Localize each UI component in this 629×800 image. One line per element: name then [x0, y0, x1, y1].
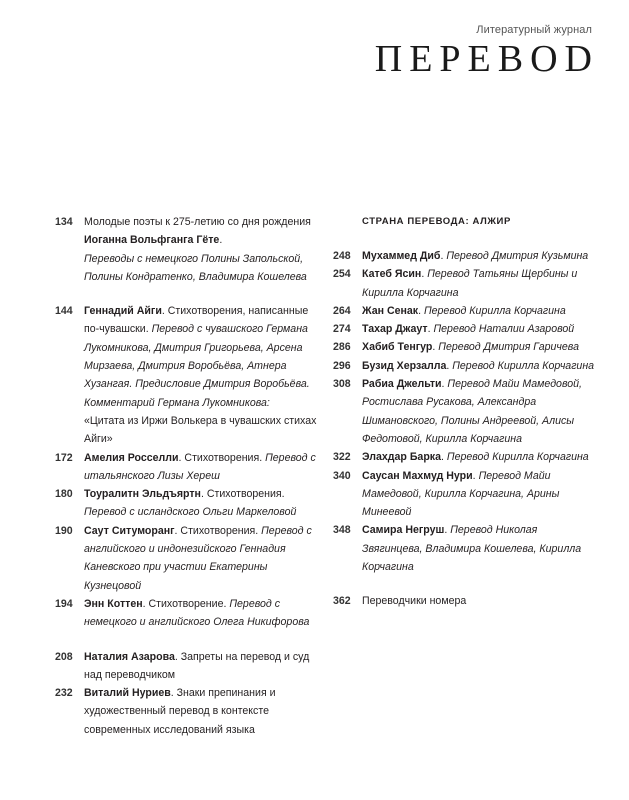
journal-subtitle: Литературный журнал [476, 24, 592, 36]
entry-text [84, 595, 325, 632]
toc-entry[interactable] [333, 247, 595, 265]
author-name: Хабиб Тенгур [362, 341, 433, 354]
toc-entry[interactable] [333, 265, 595, 302]
entry-title: . [418, 304, 424, 317]
toc-entry[interactable] [55, 302, 325, 448]
entry-title: . Стихотворения. [174, 524, 262, 537]
translator-credits: Перевод с исландского Ольги Маркеловой [84, 506, 297, 519]
translator-credits: Перевод с английского и индонезийского Геннадия Каневского при участии Екатерины Кузнецовой [84, 524, 312, 592]
section-heading: СТРАНА ПЕРЕВОДА: АЛЖИР [362, 216, 511, 227]
entry-text [362, 357, 595, 375]
page-number: 322 [333, 451, 351, 464]
toc-entry[interactable] [55, 522, 325, 595]
translator-credits: Переводы с немецкого Полины Запольской, Полины Кондратенко, Владимира Кошелева [84, 252, 307, 283]
entry-text [362, 592, 595, 610]
entry-text [84, 449, 325, 486]
entry-text [84, 213, 325, 286]
page-number: 232 [55, 687, 73, 700]
commentary-title: «Цитата из Иржи Волькера в чувашских стихах Айги» [84, 414, 317, 446]
author-name: Саут Ситуморанг [84, 524, 175, 537]
translator-credits: Перевод Дмитрия Гаричева [438, 341, 579, 354]
page-number: 296 [333, 359, 351, 372]
page-number: 264 [333, 304, 351, 317]
entry-text [362, 521, 595, 576]
spacer [55, 632, 325, 648]
entry-text [362, 375, 595, 448]
entry-title: . [432, 341, 439, 354]
translator-credits: Перевод Татьяны Щербины и Кирилла Корчагина [362, 268, 578, 299]
entry-title: . [472, 469, 479, 482]
page-number: 308 [333, 378, 351, 391]
toc-entry[interactable] [55, 449, 325, 486]
toc-left-column [55, 213, 325, 739]
page-number: 194 [55, 597, 73, 610]
author-name: Бузид Херзалла [362, 359, 447, 372]
page-number: 190 [55, 524, 73, 537]
entry-title: . Запреты на перевод и суд над переводчиком [84, 650, 310, 681]
translator-credits: Перевод с чувашского Германа Лукомникова, Дмитрия Григорьева, Арсена Мирзаева, Дмитрия Воробьёва, Атнера Хузангая. Предисловие Дмитрия Воробьёва. Комментарий Германа Лукомникова: [84, 323, 310, 409]
page-number: 286 [333, 341, 351, 354]
entry-text [84, 522, 325, 595]
author-name: Тахар Джаут [362, 323, 428, 336]
spacer [333, 576, 595, 592]
entry-title: Переводчики номера [362, 595, 467, 608]
entry-text [362, 320, 595, 338]
translator-credits: Перевод Кирилла Корчагина [423, 304, 566, 317]
entry-text [84, 648, 325, 685]
entry-text [362, 265, 595, 302]
toc-entry[interactable] [55, 213, 325, 286]
translator-credits: Перевод Кирилла Корчагина [446, 451, 589, 464]
entry-title: . [441, 378, 448, 391]
entry-title: Молодые поэты к 275-летию со дня рождения [84, 216, 311, 228]
page-number: 144 [55, 305, 73, 318]
translator-credits: Перевод Наталии Азаровой [433, 323, 575, 336]
entry-title: . Стихотворения. [178, 451, 266, 464]
page-number: 274 [333, 323, 351, 336]
entry-title: . [421, 268, 428, 281]
entry-title: . [427, 323, 434, 336]
entry-text [84, 684, 325, 739]
toc-entry[interactable] [55, 485, 325, 522]
translator-credits: Перевод Майи Мамедовой, Ростислава Русакова, Александра Шимановского, Полины Андреевой, Алисы Федотовой, Кирилла Корчагина [362, 378, 582, 445]
toc-entry[interactable] [333, 592, 595, 610]
author-name: Мухаммед Диб [362, 250, 441, 262]
entry-title: . Стихотворение. [142, 597, 230, 610]
author-name: Энн Коттен [84, 597, 143, 610]
entry-title: . Стихотворения. [200, 488, 285, 501]
entry-title: . Стихотворения, написанные по-чувашски. [84, 305, 309, 336]
author-name: Катеб Ясин [362, 268, 422, 281]
author-name: Рабиа Джельти [362, 378, 442, 391]
entry-title: . [446, 359, 453, 372]
page-number: 172 [55, 451, 73, 464]
journal-title: ПЕРЕВОD [374, 38, 599, 80]
author-name: Элахдар Барка [362, 451, 441, 464]
toc-entry[interactable] [333, 375, 595, 448]
entry-text [362, 247, 595, 265]
author-name: Тоуралитн Эльдъяртн [84, 488, 201, 501]
toc-entry[interactable] [55, 595, 325, 632]
page-number: 348 [333, 524, 351, 537]
translator-credits: Перевод Николая Звягинцева, Владимира Кошелева, Кирилла Корчагина [362, 524, 582, 574]
toc-entry[interactable] [333, 448, 595, 466]
translator-credits: Перевод Дмитрия Кузьмина [446, 250, 589, 262]
author-name: Виталий Нуриев [84, 687, 171, 700]
author-name: Амелия Росселли [84, 451, 179, 464]
toc-entry[interactable] [333, 467, 595, 522]
entry-title: . [444, 524, 451, 537]
entry-title: . [441, 451, 447, 464]
page-number: 340 [333, 469, 351, 482]
translator-credits-cont: с немецкого и английского Олега Никифорова [84, 597, 310, 629]
toc-entry[interactable] [55, 684, 325, 739]
page-number: 134 [55, 216, 73, 228]
translator-credits: Перевод Майи Мамедовой, Кирилла Корчагина, Арины Минеевой [362, 469, 560, 519]
translator-credits: Перевод [229, 597, 272, 610]
author-name: Саусан Махмуд Нури [362, 469, 473, 482]
page-number: 248 [333, 250, 351, 262]
entry-text [362, 302, 595, 320]
translator-credits: Перевод с итальянского Лизы Хереш [84, 451, 316, 482]
toc-entry[interactable] [333, 320, 595, 338]
entry-title: . Знаки препинания и художественный перевод в контексте современных исследований языка [84, 687, 276, 736]
author-name: Наталия Азарова [84, 650, 175, 663]
page-number: 362 [333, 595, 351, 608]
entry-text [84, 485, 325, 522]
honoree-name: Иоганна Вольфганга Гёте [84, 234, 220, 247]
author-name: Геннадий Айги [84, 305, 162, 318]
entry-title: . [440, 250, 447, 262]
toc-entry[interactable] [333, 521, 595, 576]
toc-entry[interactable] [55, 648, 325, 685]
entry-text [362, 338, 595, 356]
spacer [55, 286, 325, 302]
toc-entry[interactable] [333, 357, 595, 375]
toc-entry[interactable] [333, 338, 595, 356]
toc-entry[interactable] [333, 302, 595, 320]
page-number: 208 [55, 650, 73, 663]
entry-title-tail: . [219, 234, 223, 247]
page-number: 180 [55, 488, 73, 501]
entry-text [362, 448, 595, 466]
toc-right-column [333, 213, 595, 611]
entry-text [84, 302, 325, 448]
entry-text [362, 467, 595, 522]
page-number: 254 [333, 268, 351, 281]
translator-credits: Перевод Кирилла Корчагина [452, 359, 595, 372]
journal-header [374, 24, 599, 80]
author-name: Самира Негруш [362, 524, 445, 537]
author-name: Жан Сенак [362, 304, 419, 317]
